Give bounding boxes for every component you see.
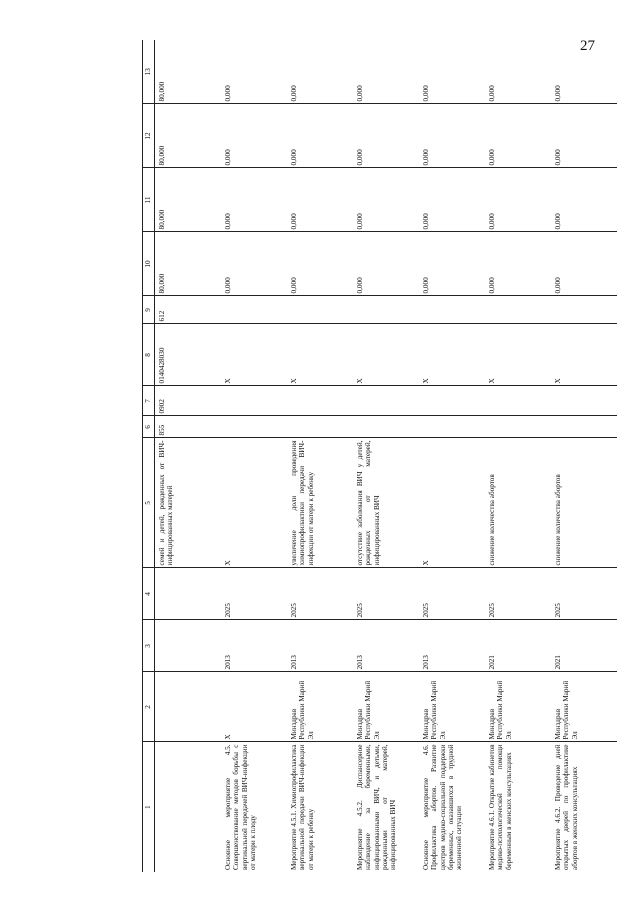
- header-cell: 7: [143, 386, 155, 416]
- amount-cell: 0,000: [221, 168, 287, 232]
- start-year-cell: 2013: [287, 620, 353, 672]
- table-row: [221, 40, 287, 872]
- code-cell: [485, 296, 551, 324]
- code-cell: X: [485, 324, 551, 386]
- result-cell: снижение количества абортов: [551, 438, 617, 568]
- amount-cell: 0,000: [353, 104, 419, 168]
- code-cell: [485, 416, 551, 438]
- header-cell: 12: [143, 104, 155, 168]
- table-row: [353, 40, 419, 872]
- header-cell: 5: [143, 438, 155, 568]
- activity-cell: Основное мероприятие 4.6. Профилактика абортов. Развитие центров медико-социальной поддержки беременных, оказавшихся в трудной жизненной ситуации: [422, 744, 464, 870]
- result-cell: отсутствие заболевания ВИЧ у детей, рожденных от матерей, инфицированных ВИЧ: [353, 438, 419, 568]
- header-cell: 10: [143, 232, 155, 296]
- code-cell: X: [221, 324, 287, 386]
- code-cell: [221, 296, 287, 324]
- amount-cell: 0,000: [221, 40, 287, 104]
- result-cell: X: [221, 438, 287, 568]
- code-cell: [353, 386, 419, 416]
- code-cell: [551, 296, 617, 324]
- code-cell: X: [419, 324, 485, 386]
- activity-cell: [155, 742, 222, 872]
- header-cell: 8: [143, 324, 155, 386]
- code-cell: X: [353, 324, 419, 386]
- amount-cell: 0,000: [485, 40, 551, 104]
- header-cell: 9: [143, 296, 155, 324]
- start-year-cell: 2013: [353, 620, 419, 672]
- executor-cell: Минздрав Республики Марий Эл: [419, 672, 485, 742]
- end-year-cell: 2025: [485, 568, 551, 620]
- amount-cell: 80,000: [155, 232, 222, 296]
- end-year-cell: 2025: [353, 568, 419, 620]
- header-cell: 2: [143, 672, 155, 742]
- amount-cell: 0,000: [485, 168, 551, 232]
- result-cell: X: [419, 438, 485, 568]
- code-cell: X: [287, 324, 353, 386]
- amount-cell: 0,000: [287, 40, 353, 104]
- code-cell: [419, 296, 485, 324]
- executor-cell: [155, 672, 222, 742]
- amount-cell: 0,000: [353, 168, 419, 232]
- end-year-cell: 2025: [419, 568, 485, 620]
- code-cell: [551, 386, 617, 416]
- code-cell: [221, 386, 287, 416]
- rotated-table-wrapper: [142, 40, 639, 872]
- amount-cell: 0,000: [551, 232, 617, 296]
- end-year-cell: 2025: [551, 568, 617, 620]
- table-row: [155, 40, 222, 872]
- end-year-cell: 2025: [287, 568, 353, 620]
- amount-cell: 0,000: [287, 168, 353, 232]
- amount-cell: 0,000: [221, 104, 287, 168]
- table-row: [485, 40, 551, 872]
- code-cell: [287, 296, 353, 324]
- result-cell: семей и детей, рожденных от ВИЧ-инфицированных матерей: [155, 438, 222, 568]
- header-cell: 13: [143, 40, 155, 104]
- code-cell: [221, 416, 287, 438]
- executor-cell: Минздрав Республики Марий Эл: [353, 672, 419, 742]
- page-number: 27: [580, 38, 595, 54]
- table-row: [551, 40, 617, 872]
- start-year-cell: 2021: [551, 620, 617, 672]
- amount-cell: 80,000: [155, 40, 222, 104]
- amount-cell: 0,000: [221, 232, 287, 296]
- amount-cell: 0,000: [287, 104, 353, 168]
- code-cell: [419, 416, 485, 438]
- amount-cell: 0,000: [353, 40, 419, 104]
- code-cell: [551, 416, 617, 438]
- amount-cell: 0,000: [419, 104, 485, 168]
- executor-cell: Минздрав Республики Марий Эл: [551, 672, 617, 742]
- header-cell: 11: [143, 168, 155, 232]
- code-cell: X: [551, 324, 617, 386]
- code-cell: [287, 386, 353, 416]
- code-cell: [485, 386, 551, 416]
- amount-cell: 0,000: [419, 232, 485, 296]
- code-cell: [419, 386, 485, 416]
- code-cell: 0140428030: [155, 324, 222, 386]
- end-year-cell: 2025: [221, 568, 287, 620]
- executor-cell: Минздрав Республики Марий Эл: [485, 672, 551, 742]
- header-cell: 4: [143, 568, 155, 620]
- code-cell: [353, 296, 419, 324]
- activity-cell: Мероприятие 4.6.2. Проведение дней открытых дверей по профилактике абортов в женских консультациях: [554, 744, 579, 870]
- amount-cell: 0,000: [287, 232, 353, 296]
- amount-cell: 0,000: [419, 40, 485, 104]
- code-cell: [353, 416, 419, 438]
- start-year-cell: 2013: [419, 620, 485, 672]
- activity-cell: Мероприятие 4.6.1. Открытие кабинетов медико-психологической помощи беременным в женских консультациях: [488, 744, 513, 870]
- header-cell: 6: [143, 416, 155, 438]
- header-cell: 3: [143, 620, 155, 672]
- executor-cell: Минздрав Республики Марий Эл: [287, 672, 353, 742]
- code-cell: 0902: [155, 386, 222, 416]
- result-cell: снижение количества абортов: [485, 438, 551, 568]
- start-year-cell: [155, 620, 222, 672]
- amount-cell: 0,000: [353, 232, 419, 296]
- start-year-cell: 2013: [221, 620, 287, 672]
- amount-cell: 80,000: [155, 168, 222, 232]
- header-cell: 1: [143, 742, 155, 872]
- amount-cell: 0,000: [485, 232, 551, 296]
- table-row: [419, 40, 485, 872]
- activity-cell: Мероприятие 4.5.1. Химиопрофилактика вертикальной передачи ВИЧ-инфекции от матери к ребенку: [290, 744, 315, 870]
- program-table: [142, 40, 617, 872]
- end-year-cell: [155, 568, 222, 620]
- header-row: [143, 40, 155, 872]
- amount-cell: 0,000: [485, 104, 551, 168]
- executor-cell: X: [221, 672, 287, 742]
- amount-cell: 80,000: [155, 104, 222, 168]
- amount-cell: 0,000: [551, 40, 617, 104]
- code-cell: [287, 416, 353, 438]
- amount-cell: 0,000: [551, 104, 617, 168]
- result-cell: увеличение доли проведения химиопрофилактики передачи ВИЧ-инфекции от матери к ребенку: [287, 438, 353, 568]
- amount-cell: 0,000: [419, 168, 485, 232]
- table-row: [287, 40, 353, 872]
- activity-cell: Основное мероприятие 4.5. Совершенствование методов борьбы с вертикальной передачей ВИЧ-инфекции от матери к плоду: [224, 744, 257, 870]
- activity-cell: Мероприятие 4.5.2. Диспансерное наблюдение за беременными, инфицированными ВИЧ, и детьми, рожденными от матерей, инфицированных ВИЧ: [356, 744, 398, 870]
- start-year-cell: 2021: [485, 620, 551, 672]
- code-cell: 855: [155, 416, 222, 438]
- code-cell: 612: [155, 296, 222, 324]
- amount-cell: 0,000: [551, 168, 617, 232]
